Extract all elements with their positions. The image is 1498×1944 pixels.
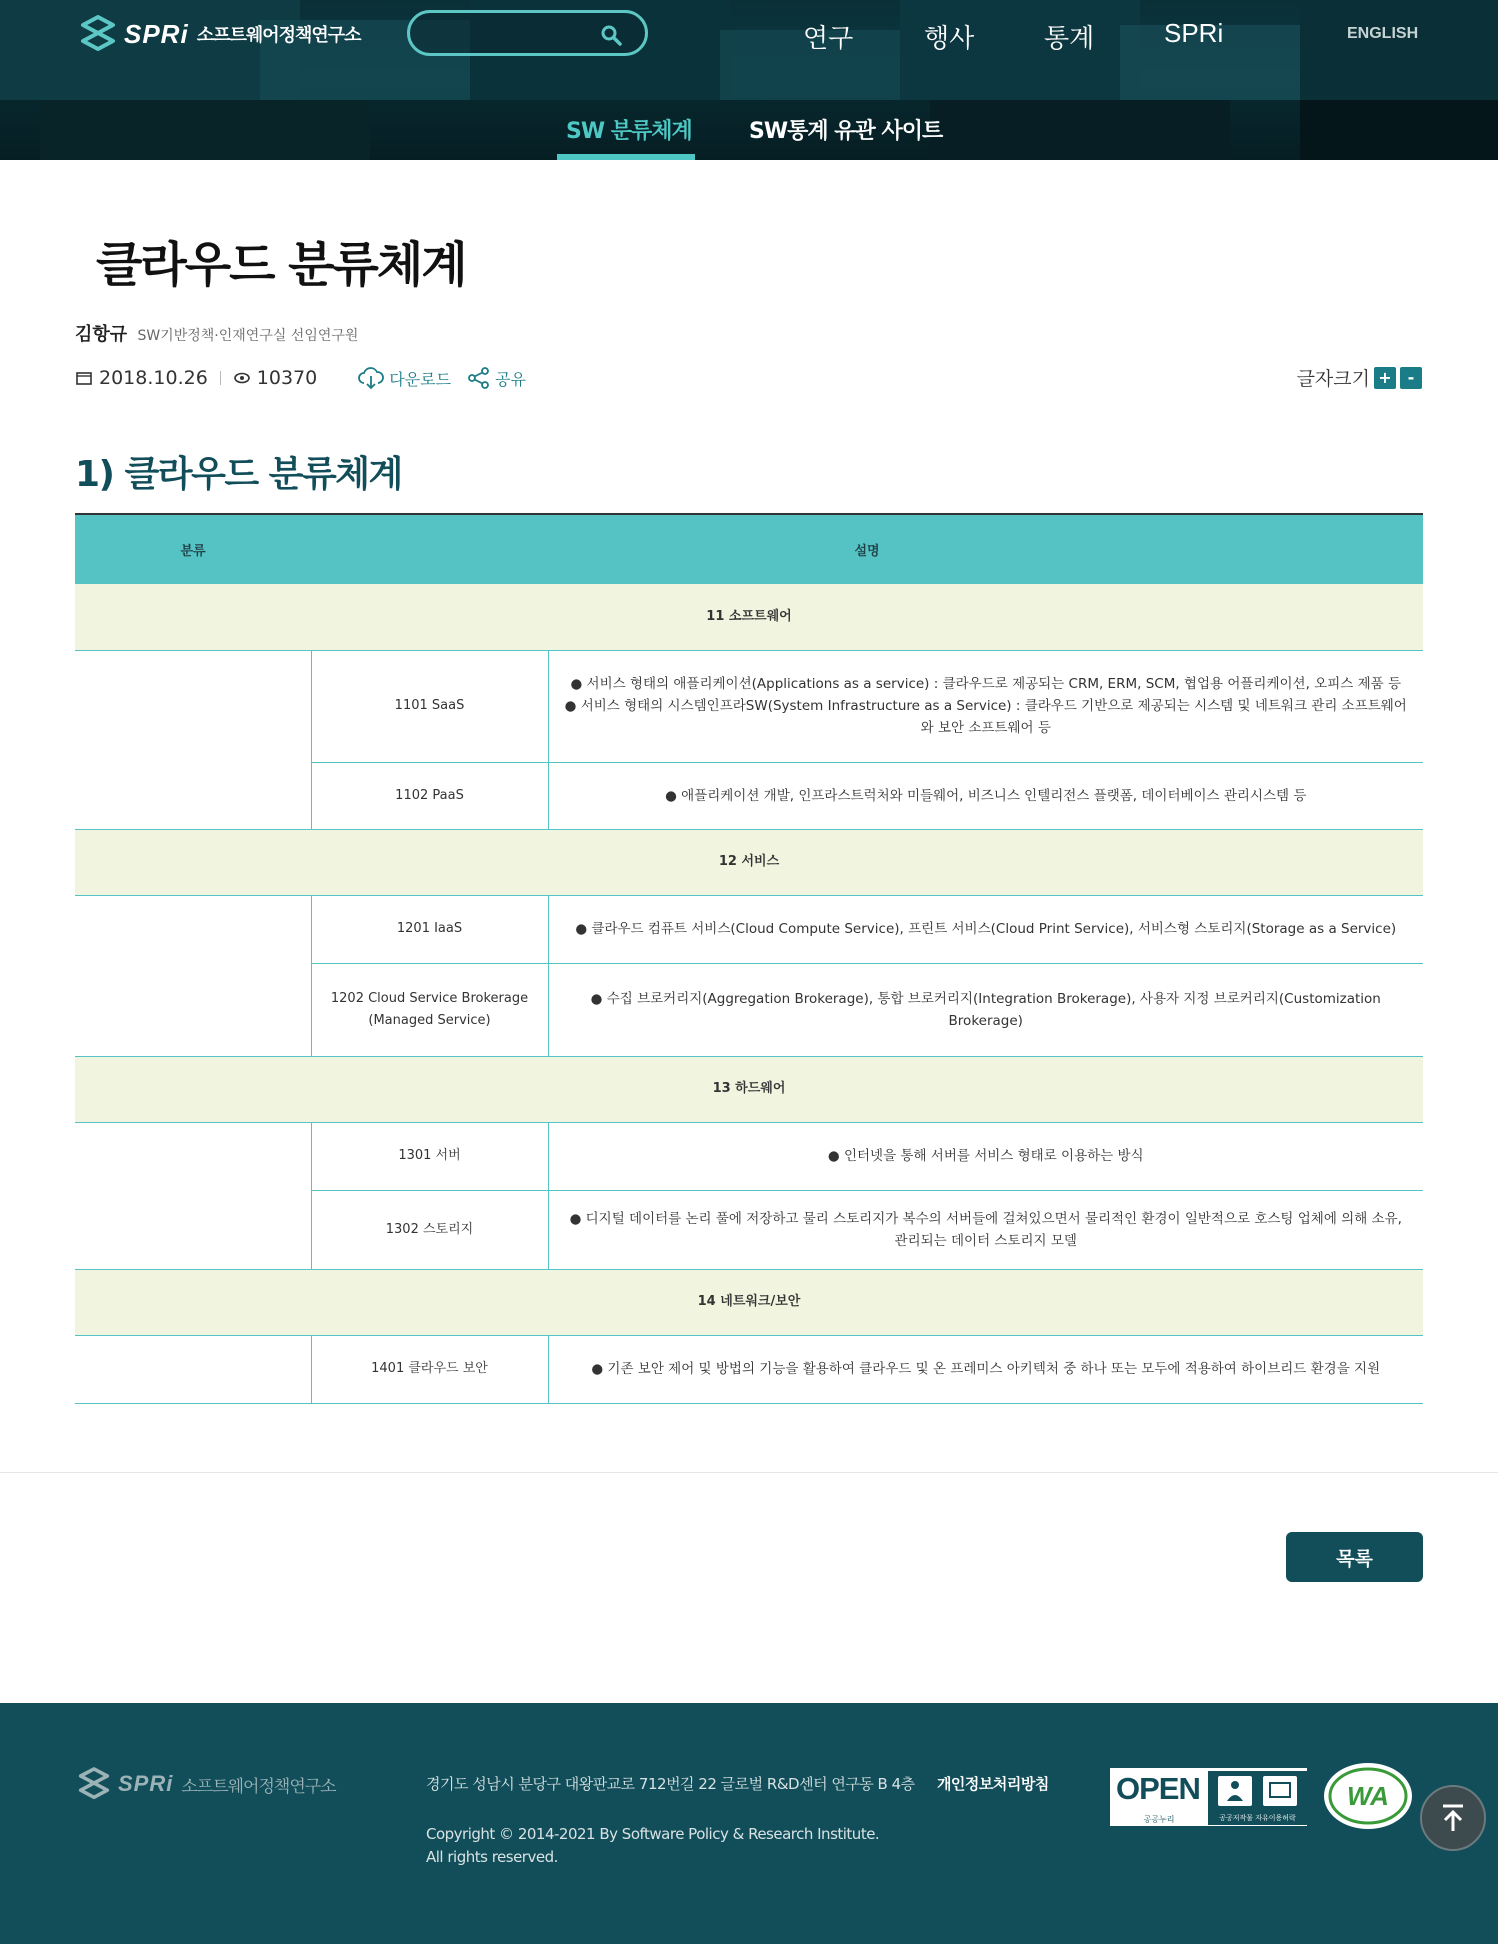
nav-item-research[interactable]: 연구 [803, 24, 854, 54]
nav-item-events[interactable]: 행사 [924, 24, 975, 54]
group-row [75, 1269, 1423, 1335]
row-code: 1102 PaaS [311, 762, 548, 829]
row-code: 1202 Cloud Service Brokerage (Managed Service) [311, 963, 548, 1056]
article-date: 2018.10.26 [99, 367, 208, 389]
privacy-policy-link[interactable]: 개인정보처리방침 [936, 1775, 1049, 1793]
classification-table [75, 513, 1423, 1404]
row-description [548, 650, 1423, 762]
empty-cell [75, 650, 311, 829]
subnav-sw-classification[interactable]: SW 분류체계 [566, 119, 692, 144]
web-accessibility-mark-icon [1322, 1761, 1414, 1831]
footer-logo-text: 소프트웨어정책연구소 [181, 1776, 336, 1797]
list-button[interactable]: 목록 [1286, 1532, 1423, 1582]
search-box [407, 10, 648, 56]
row-description: ● 기존 보안 제어 및 방법의 기능을 활용하여 클라우드 및 온 프레미스 아키텍처 중 하나 또는 모두에 적용하여 하이브리드 환경을 지원 [548, 1335, 1423, 1403]
row-code: 1301 서버 [311, 1122, 548, 1190]
logo-text: 소프트웨어정책연구소 [196, 25, 361, 46]
content-divider [0, 1472, 1498, 1473]
copyright-line: All rights reserved. [426, 1848, 558, 1866]
row-description: ● 수집 브로커리지(Aggregation Brokerage), 통합 브로커리지(Integration Brokerage), 사용자 지정 브로커리지(Customization Brokerage) [548, 963, 1423, 1056]
group-row [75, 1056, 1423, 1122]
author-role: SW기반정책·인재연구실 선임연구원 [137, 328, 359, 344]
group-title: 12 서비스 [75, 829, 1423, 895]
copyright-line: Copyright © 2014-2021 By Software Policy & Research Institute. [426, 1825, 880, 1843]
license-icons [1208, 1771, 1307, 1813]
site-footer [0, 1703, 1498, 1944]
footer-logo [78, 1767, 336, 1801]
table-row [75, 650, 1423, 762]
author-name: 김항규 [75, 324, 128, 345]
table-row [75, 1335, 1423, 1403]
download-icon [357, 366, 385, 390]
table-row [75, 1122, 1423, 1190]
kogl-open-badge [1108, 1766, 1309, 1828]
font-size-label: 글자크기 [1296, 368, 1370, 390]
row-description: ● 디지털 데이터를 논리 풀에 저장하고 물리 스토리지가 복수의 서버들에 걸쳐있으면서 물리적인 환경이 일반적으로 호스팅 업체에 의해 소유, 관리되는 데이터 스토리지 모델 [548, 1190, 1423, 1269]
footer-address [426, 1773, 1049, 1794]
font-size-control [1297, 364, 1422, 391]
font-decrease-button[interactable]: - [1400, 367, 1422, 389]
share-button[interactable] [467, 367, 526, 390]
table-row [75, 895, 1423, 963]
open-badge-license [1208, 1771, 1307, 1825]
scroll-top-button[interactable] [1420, 1785, 1486, 1851]
search-icon[interactable] [599, 23, 623, 47]
group-row [75, 829, 1423, 895]
nav-item-statistics[interactable]: 통계 [1044, 24, 1095, 54]
row-code: 1101 SaaS [311, 650, 548, 762]
table-header-row [75, 514, 1423, 584]
header-description: 설명 [311, 514, 1423, 584]
footer-copyright [426, 1823, 879, 1869]
group-title: 13 하드웨어 [75, 1056, 1423, 1122]
footer-logo-mark-icon [78, 1767, 110, 1801]
search-input[interactable] [424, 21, 594, 47]
description-line: ● 서비스 형태의 시스템인프라SW(System Infrastructure as a Service) : 클라우드 기반으로 제공되는 시스템 및 네트워크 관리 소프트웨어와 보안 소프트웨어 등 [564, 698, 1407, 736]
share-icon [467, 367, 491, 389]
subnav-related-sites[interactable]: SW통계 유관 사이트 [749, 119, 943, 144]
wa-mark-text: WA [1347, 1781, 1389, 1811]
open-badge-sub: 공공누리 [1143, 1815, 1175, 1824]
english-link[interactable]: ENGLISH [1347, 25, 1419, 42]
site-header [0, 0, 1498, 160]
description-line: ● 서비스 형태의 애플리케이션(Applications as a service) : 클라우드로 제공되는 CRM, ERM, SCM, 협업용 어플리케이션, 오피스 제품 등 [570, 676, 1401, 692]
empty-cell [75, 895, 311, 1056]
open-badge-license-text: 공공저작물 자유이용허락 [1219, 1814, 1296, 1822]
logo-mark-icon [80, 15, 116, 53]
article-views: 10370 [256, 367, 318, 389]
author-info [75, 320, 358, 346]
address-text: 경기도 성남시 분당구 대왕판교로 712번길 22 글로벌 R&D센터 연구동 B 4층 [426, 1775, 915, 1793]
group-row [75, 584, 1423, 650]
section-heading: 1) 클라우드 분류체계 [75, 454, 402, 495]
arrow-up-icon [1439, 1803, 1467, 1833]
download-button[interactable] [357, 366, 451, 390]
calendar-icon [75, 369, 93, 387]
header-category: 분류 [75, 514, 311, 584]
nav-item-spri[interactable]: SPRi [1164, 18, 1224, 48]
empty-cell [75, 1335, 311, 1403]
open-badge-word: OPEN [1116, 1771, 1200, 1806]
row-description: ● 클라우드 컴퓨트 서비스(Cloud Compute Service), 프린트 서비스(Cloud Print Service), 서비스형 스토리지(Storage as a Service) [548, 895, 1423, 963]
font-increase-button[interactable]: + [1374, 367, 1396, 389]
eye-icon [233, 369, 251, 387]
group-title: 14 네트워크/보안 [75, 1269, 1423, 1335]
row-description: ● 애플리케이션 개발, 인프라스트럭처와 미들웨어, 비즈니스 인텔리전스 플랫폼, 데이터베이스 관리시스템 등 [548, 762, 1423, 829]
footer-logo-word: SPRi [118, 1771, 174, 1796]
download-label: 다운로드 [389, 369, 452, 389]
row-code: 1201 IaaS [311, 895, 548, 963]
empty-cell [75, 1122, 311, 1269]
row-description: ● 인터넷을 통해 서버를 서비스 형태로 이용하는 방식 [548, 1122, 1423, 1190]
group-title: 11 소프트웨어 [75, 584, 1423, 650]
share-label: 공유 [495, 369, 526, 389]
row-code: 1401 클라우드 보안 [311, 1335, 548, 1403]
page-title: 클라우드 분류체계 [96, 237, 466, 293]
site-logo[interactable] [80, 14, 361, 54]
subnav-active-indicator [557, 154, 695, 160]
row-code: 1302 스토리지 [311, 1190, 548, 1269]
logo-word: SPRi [124, 18, 189, 49]
article-meta [75, 366, 526, 390]
